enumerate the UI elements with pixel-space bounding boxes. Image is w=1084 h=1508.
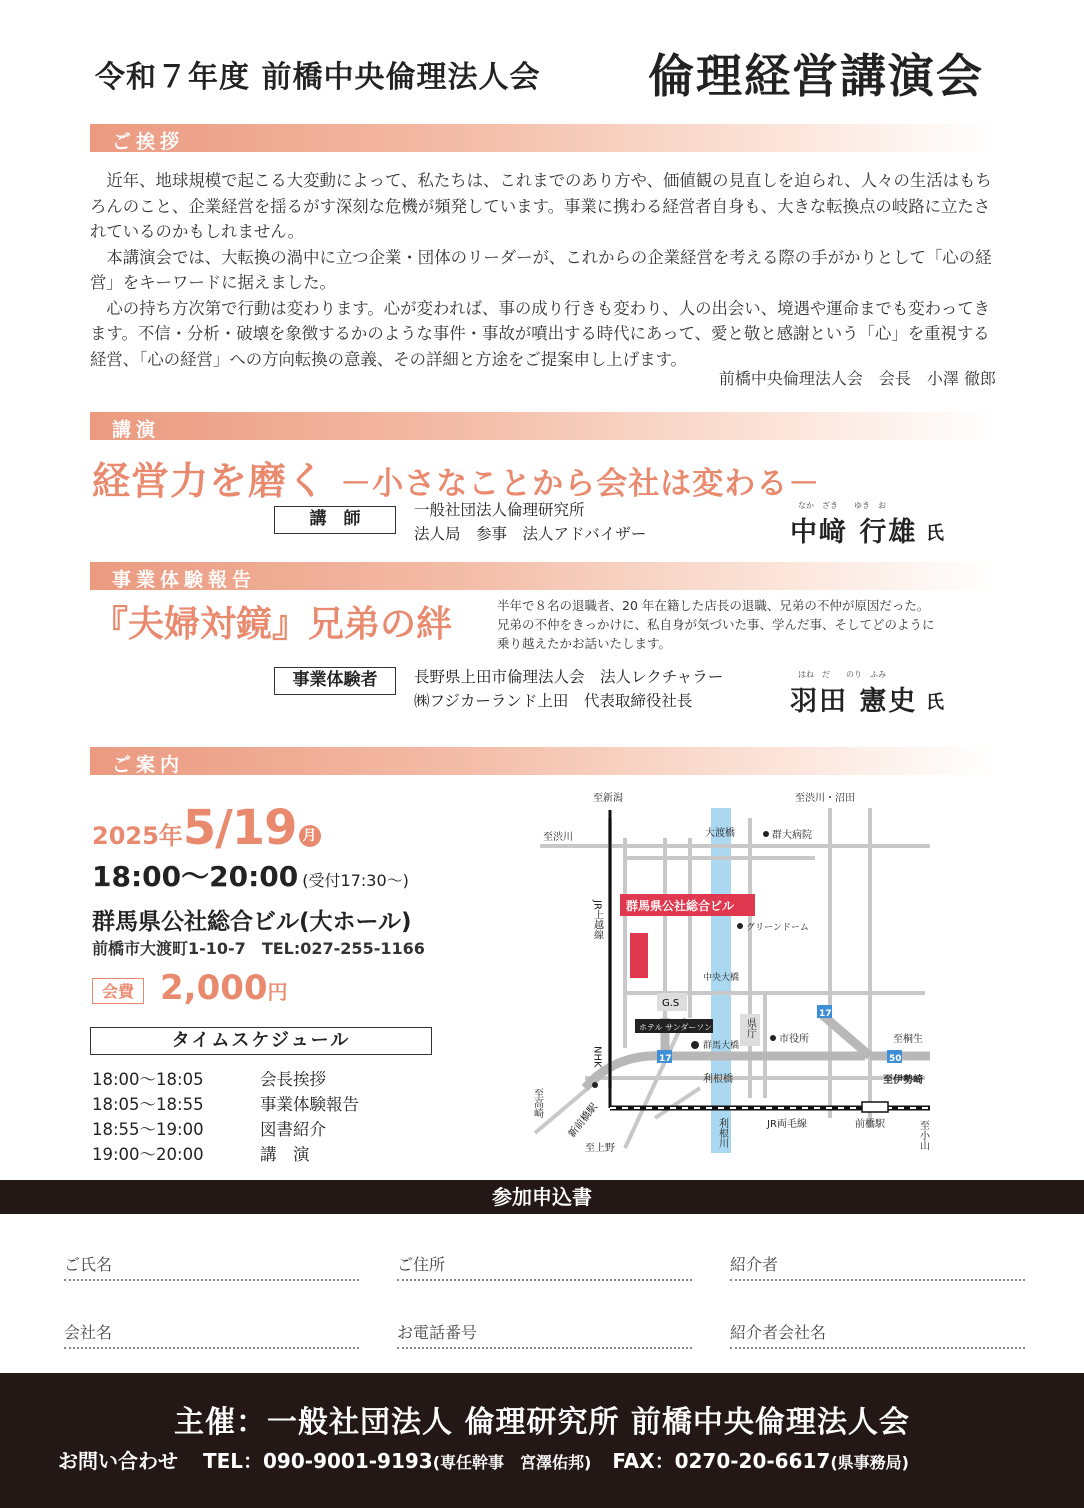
form-title: 参加申込書 (0, 1180, 1084, 1214)
venue-address: 前橋市大渡町1-10-7 TEL:027-255-1166 (92, 939, 425, 958)
map-label-city-hall: 市役所 (779, 1034, 809, 1045)
footer (0, 1373, 1084, 1508)
schedule-item: 会長挨拶 (260, 1070, 326, 1089)
report-heading-band (90, 562, 995, 590)
lecturer-affiliation-line: 法人局 参事 法人アドバイザー (414, 525, 647, 543)
contact-label: お問い合わせ (58, 1449, 178, 1473)
hospital-dot (763, 831, 769, 837)
hotel-dot (691, 1041, 699, 1049)
access-map (525, 788, 945, 1163)
green-dome-dot (737, 923, 743, 929)
fee-label: 会費 (92, 978, 144, 1004)
lecturer-affiliation (414, 498, 646, 546)
map-label-route50: 50 (889, 1054, 902, 1064)
report-title: 『夫婦対鏡』兄弟の絆 (92, 604, 453, 645)
event-date (92, 800, 321, 856)
schedule-time: 18:05～18:55 (92, 1095, 204, 1114)
info-heading: ご案内 (112, 754, 185, 776)
map-label-route17-2: 17 (659, 1054, 672, 1064)
lecturer-name-ruby: なか ざき ゆき お (798, 501, 886, 510)
event-time-range: 18:00～20:00 (92, 860, 299, 893)
map-label-gunma-bridge: 群馬大橋 (703, 1041, 740, 1051)
map-label-gundai-hospital: 群大病院 (772, 830, 812, 841)
venue-marker (630, 933, 648, 978)
organizer: 主催：一般社団法人 倫理研究所 前橋中央倫理法人会 (174, 1405, 910, 1440)
fee-value: 2,000 (160, 968, 268, 1008)
map-label-maebashi-station: 前橋駅 (855, 1119, 885, 1130)
schedule-item: 事業体験報告 (260, 1095, 359, 1114)
map-label-shin-maebashi: 新前橋駅 (566, 1101, 600, 1140)
schedule-time: 19:00～20:00 (92, 1145, 204, 1164)
nhk-dot (592, 1082, 598, 1088)
map-label-to-takasaki: 至高崎 (531, 1088, 543, 1118)
schedule-time: 18:00～18:05 (92, 1070, 204, 1089)
event-month-day: 5/19 (182, 800, 297, 856)
event-weekday-badge: 月 (299, 825, 321, 847)
form-field-address[interactable]: ご住所 (397, 1252, 692, 1281)
map-label-tone-river: 利根川 (716, 1118, 728, 1148)
reporter-name-ruby: はね だ のり ふみ (798, 670, 886, 679)
report-description-line: 兄弟の不仲をきっかけに、私自身が気づいた事、学んだ事、そしてどのように (497, 617, 935, 632)
lecture-subtitle: －小さなことから会社は変わる－ (340, 466, 821, 502)
lecture-title: 経営力を磨く (92, 459, 327, 503)
map-label-prefecture-office: 県庁 (744, 1018, 756, 1038)
map-label-to-isesaki: 至伊勢崎 (883, 1075, 923, 1086)
map-label-to-kamino: 至上野 (585, 1143, 615, 1154)
lecturer-affiliation-line: 一般社団法人倫理研究所 (414, 501, 585, 519)
lecturer-role-label: 講 師 (274, 506, 396, 534)
event-organizer-title: 令和７年度 前橋中央倫理法人会 (95, 60, 541, 95)
map-label-hotel: ホテル サンダーソン (639, 1023, 713, 1032)
lecturer-honorific: 氏 (926, 523, 944, 544)
reporter-name: 羽田 憲史 (790, 686, 918, 717)
map-label-tone-bridge: 利根橋 (703, 1074, 733, 1085)
contact-fax: FAX：0270-20-6617 (612, 1449, 831, 1473)
contact-tel: TEL：090-9001-9193 (202, 1449, 433, 1473)
greeting-heading: ご挨拶 (112, 131, 185, 153)
lecturer-name: 中﨑 行雄 (790, 517, 918, 548)
form-field-name[interactable]: ご氏名 (64, 1252, 359, 1281)
reporter-affiliation-line: 長野県上田市倫理法人会 法人レクチャラー (414, 668, 724, 686)
reporter-honorific: 氏 (926, 692, 944, 713)
greeting-paragraph: 心の持ち方次第で行動は変わります。心が変われば、事の成り行きも変わり、人の出会い、境遇や運命までも変わってきます。不信・分析・破壊を象徴するかのような事件・事故が噴出する時代にあって、愛と敬と感謝という「心」を重視する経営、「心の経営」への方向転換の意義、その詳細と方途をご提案申し上げます。 (90, 298, 991, 369)
maebashi-station-marker (862, 1102, 888, 1112)
schedule-item: 図書紹介 (260, 1120, 326, 1139)
jr-railway (610, 810, 930, 1112)
map-label-oowatari-bridge: 大渡橋 (705, 828, 735, 839)
schedule-time: 18:55～19:00 (92, 1120, 204, 1139)
greeting-signature: 前橋中央倫理法人会 会長 小澤 徹郎 (718, 369, 996, 388)
form-field-referrer-company[interactable]: 紹介者会社名 (730, 1320, 1025, 1349)
greeting-heading-band (90, 124, 995, 152)
lecture-title-block (92, 450, 820, 505)
event-time (92, 855, 409, 895)
event-year: 2025年 (92, 822, 183, 850)
map-label-to-kiryu: 至桐生 (893, 1034, 923, 1045)
map-label-venue: 群馬県公社総合ビル (626, 899, 735, 913)
city-hall-dot (770, 1035, 776, 1041)
reporter-affiliation-line: ㈱フジカーランド上田 代表取締役社長 (414, 692, 693, 710)
schedule-item: 講 演 (260, 1145, 310, 1164)
map-label-jr-joetsu: JR上越線 (591, 900, 603, 940)
map-label-nhk: NHK (591, 1046, 603, 1068)
schedule-row (92, 1091, 359, 1115)
lecture-heading: 講演 (112, 419, 161, 441)
report-description-line: 乗り越えたかお話いたします。 (497, 636, 672, 651)
report-description-line: 半年で８名の退職者、20 年在籍した店長の退職、兄弟の不仲が原因だった。 (497, 598, 930, 613)
fee-unit: 円 (267, 980, 288, 1004)
report-heading: 事業体験報告 (112, 569, 257, 591)
contact-fax-note: (県事務局) (830, 1453, 909, 1472)
contact-info (58, 1445, 909, 1474)
fee-amount (160, 968, 288, 1008)
map-label-green-dome: グリーンドーム (746, 923, 809, 933)
contact-tel-note: (専任幹事 宮澤佑邦) (432, 1453, 592, 1472)
greeting-text (90, 168, 1000, 372)
reporter-role-label: 事業体験者 (274, 667, 396, 695)
greeting-paragraph: 本講演会では、大転換の渦中に立つ企業・団体のリーダーが、これからの企業経営を考える際の手がかりとして「心の経営」をキーワードに据えました。 (90, 247, 992, 292)
map-label-to-niigata: 至新潟 (593, 793, 623, 804)
schedule-title: タイムスケジュール (90, 1027, 432, 1055)
event-title: 倫理経営講演会 (648, 49, 984, 103)
event-reception-time: (受付17:30～) (302, 871, 409, 890)
form-field-phone[interactable]: お電話番号 (397, 1320, 692, 1349)
map-label-jr-ryomo: JR両毛線 (767, 1119, 807, 1130)
info-heading-band (90, 747, 995, 775)
map-label-to-shibukawa: 至渋川 (543, 832, 573, 843)
report-description (497, 596, 977, 653)
form-field-company[interactable]: 会社名 (64, 1320, 359, 1349)
schedule-row (92, 1066, 326, 1090)
venue-name: 群馬県公社総合ビル(大ホール) (92, 909, 412, 935)
schedule-row (92, 1116, 326, 1140)
map-label-gs: G.S (662, 998, 680, 1009)
map-label-to-shibukawa-numata: 至渋川・沼田 (795, 793, 855, 804)
map-label-chuo-bridge: 中央大橋 (703, 973, 740, 983)
form-field-referrer[interactable]: 紹介者 (730, 1252, 1025, 1281)
lecture-heading-band (90, 412, 995, 440)
reporter-affiliation (414, 665, 723, 713)
schedule-row (92, 1141, 310, 1165)
map-label-to-oyama: 至小山 (917, 1120, 929, 1150)
greeting-paragraph: 近年、地球規模で起こる大変動によって、私たちは、これまでのあり方や、価値観の見直しを迫られ、人々の生活はもちろんのこと、企業経営を揺るがす深刻な危機が頻発しています。事業に携わる経営者自身も、大きな転換点の岐路に立たされているのかもしれません。 (90, 171, 992, 241)
map-label-route17: 17 (819, 1009, 832, 1019)
